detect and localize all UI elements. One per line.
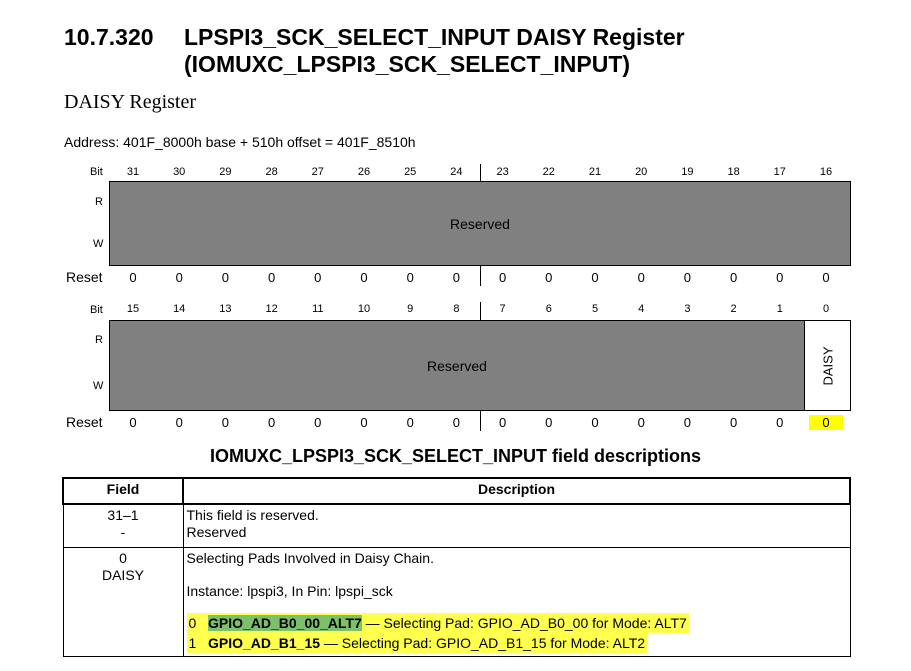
reset-value: 0 (452, 415, 460, 430)
table-header-row (63, 478, 850, 504)
reset-value: 0 (267, 270, 276, 285)
reset-value: 0 (545, 270, 553, 285)
field-name: - (120, 524, 126, 540)
lower-divider-bottom (480, 411, 481, 431)
option-1-value: 1 (188, 635, 197, 651)
w-label-upper: W (93, 238, 104, 250)
reset-value: 0 (406, 270, 414, 285)
reset-value: 0 (637, 270, 645, 285)
bit-number: 13 (219, 303, 232, 315)
reset-value: 0 (591, 415, 599, 430)
bit-number: 3 (684, 303, 691, 315)
table-row (63, 548, 850, 657)
reset-value: 0 (221, 270, 229, 285)
lower-reserved-field (109, 320, 805, 411)
bit-number: 21 (588, 166, 602, 178)
lower-reserved-label: Reserved (427, 357, 487, 374)
bit-number: 11 (312, 303, 324, 315)
bit-number: 15 (126, 303, 140, 315)
lower-divider-top (480, 302, 481, 320)
reset-value: 0 (729, 415, 738, 430)
bit-number: 25 (404, 166, 417, 178)
field-bits: 0 (119, 550, 127, 566)
section-number: 10.7.320 (64, 24, 154, 50)
daisy-field-label: DAISY (820, 345, 835, 386)
upper-reserved-label: Reserved (450, 215, 510, 232)
option-1-text: — Selecting Pad: GPIO_AD_B1_15 for Mode: ALT2 (320, 635, 646, 651)
reset-value: 0 (683, 415, 691, 430)
reset-value: 0 (591, 270, 599, 285)
bit-number: 18 (727, 166, 740, 178)
field-column-header: Field (63, 478, 183, 504)
reset-value: 0 (776, 270, 784, 285)
reset-value: 0 (637, 415, 645, 430)
reset-value: 0 (175, 415, 183, 430)
option-0-text: — Selecting Pad: GPIO_AD_B0_00 for Mode: ALT7 (361, 615, 687, 631)
upper-divider-top (480, 164, 481, 181)
bit-label-lower: Bit (90, 304, 103, 316)
r-label-upper: R (95, 196, 103, 208)
bit-number: 27 (311, 166, 324, 178)
field-bits: 31–1 (107, 507, 139, 523)
reset-value: 0 (314, 415, 322, 430)
reset-value: 0 (729, 270, 738, 285)
r-label-lower: R (95, 334, 103, 346)
bit-number: 10 (357, 303, 371, 315)
bit-number: 12 (265, 303, 278, 315)
reset-value: 0 (221, 415, 229, 430)
reset-label-lower: Reset (66, 414, 103, 430)
option-0-pad: GPIO_AD_B0_00_ALT7 (207, 615, 362, 631)
bit-number: 29 (219, 166, 232, 178)
description-text: Selecting Pads Involved in Daisy Chain. (186, 550, 434, 566)
bit-number: 19 (681, 166, 694, 178)
bit-number: 0 (822, 303, 830, 315)
bit-number: 2 (730, 303, 737, 315)
reset-value: 0 (129, 415, 137, 430)
upper-divider-bottom (480, 266, 481, 286)
reset-value: 0 (822, 270, 830, 285)
reset-value: 0 (545, 415, 553, 430)
reset-label-upper: Reset (66, 269, 103, 285)
reset-value: 0 (360, 270, 368, 285)
reset-value: 0 (175, 270, 183, 285)
bit-number: 4 (638, 303, 645, 315)
bit-number: 14 (173, 303, 186, 315)
reset-value: 0 (360, 415, 368, 430)
bit-number: 1 (776, 303, 783, 315)
reset-value: 0 (498, 270, 507, 285)
subtitle: DAISY Register (64, 91, 197, 113)
reset-value: 0 (683, 270, 691, 285)
bit-number: 16 (819, 166, 833, 178)
upper-reserved-field (109, 181, 851, 266)
option-list (187, 613, 847, 653)
bit-number: 8 (453, 303, 460, 315)
reset-value: 0 (129, 270, 137, 285)
bit-number: 22 (542, 166, 555, 178)
description-text: This field is reserved. (186, 507, 319, 523)
bit-number: 6 (545, 303, 552, 315)
bit-number: 28 (265, 166, 278, 178)
bit-label-upper: Bit (90, 166, 103, 178)
bit-number: 31 (126, 166, 140, 178)
option-0 (187, 613, 689, 633)
bit-number: 24 (450, 166, 463, 178)
w-label-lower: W (93, 380, 104, 392)
bit-number: 7 (499, 303, 506, 315)
bit-number: 9 (407, 303, 414, 315)
bit-number: 5 (591, 303, 599, 315)
option-0-value: 0 (188, 615, 197, 631)
description-cell (183, 504, 850, 548)
reset-value: 0 (267, 415, 276, 430)
bit-number: 30 (173, 166, 186, 178)
reset-value: 0 (406, 415, 414, 430)
field-descriptions-table (62, 477, 851, 657)
field-name: DAISY (101, 567, 144, 583)
bit-number: 23 (496, 166, 509, 178)
address-line: Address: 401F_8000h base + 510h offset = 401F_8510h (64, 134, 416, 150)
bit-number: 17 (773, 166, 786, 178)
reset-value: 0 (498, 415, 507, 430)
reset-value: 0 (809, 415, 843, 430)
table-row (63, 504, 850, 548)
option-1-pad: GPIO_AD_B1_15 (207, 635, 321, 651)
option-1 (187, 633, 648, 653)
section-title-line1: LPSPI3_SCK_SELECT_INPUT DAISY Register (184, 24, 685, 50)
description-text: Reserved (186, 524, 247, 540)
description-column-header: Description (183, 478, 850, 504)
field-cell (63, 548, 183, 657)
daisy-field-box (804, 320, 851, 411)
field-descriptions-title: IOMUXC_LPSPI3_SCK_SELECT_INPUT field descriptions (209, 446, 702, 466)
section-title-line2: (IOMUXC_LPSPI3_SCK_SELECT_INPUT) (184, 51, 631, 77)
bit-number: 26 (357, 166, 371, 178)
reset-value: 0 (776, 415, 784, 430)
bit-number: 20 (635, 166, 648, 178)
reset-value: 0 (314, 270, 322, 285)
field-cell (63, 504, 183, 548)
description-text: Instance: lpspi3, In Pin: lpspi_sck (186, 583, 393, 599)
description-cell (183, 548, 850, 657)
reset-value: 0 (452, 270, 460, 285)
